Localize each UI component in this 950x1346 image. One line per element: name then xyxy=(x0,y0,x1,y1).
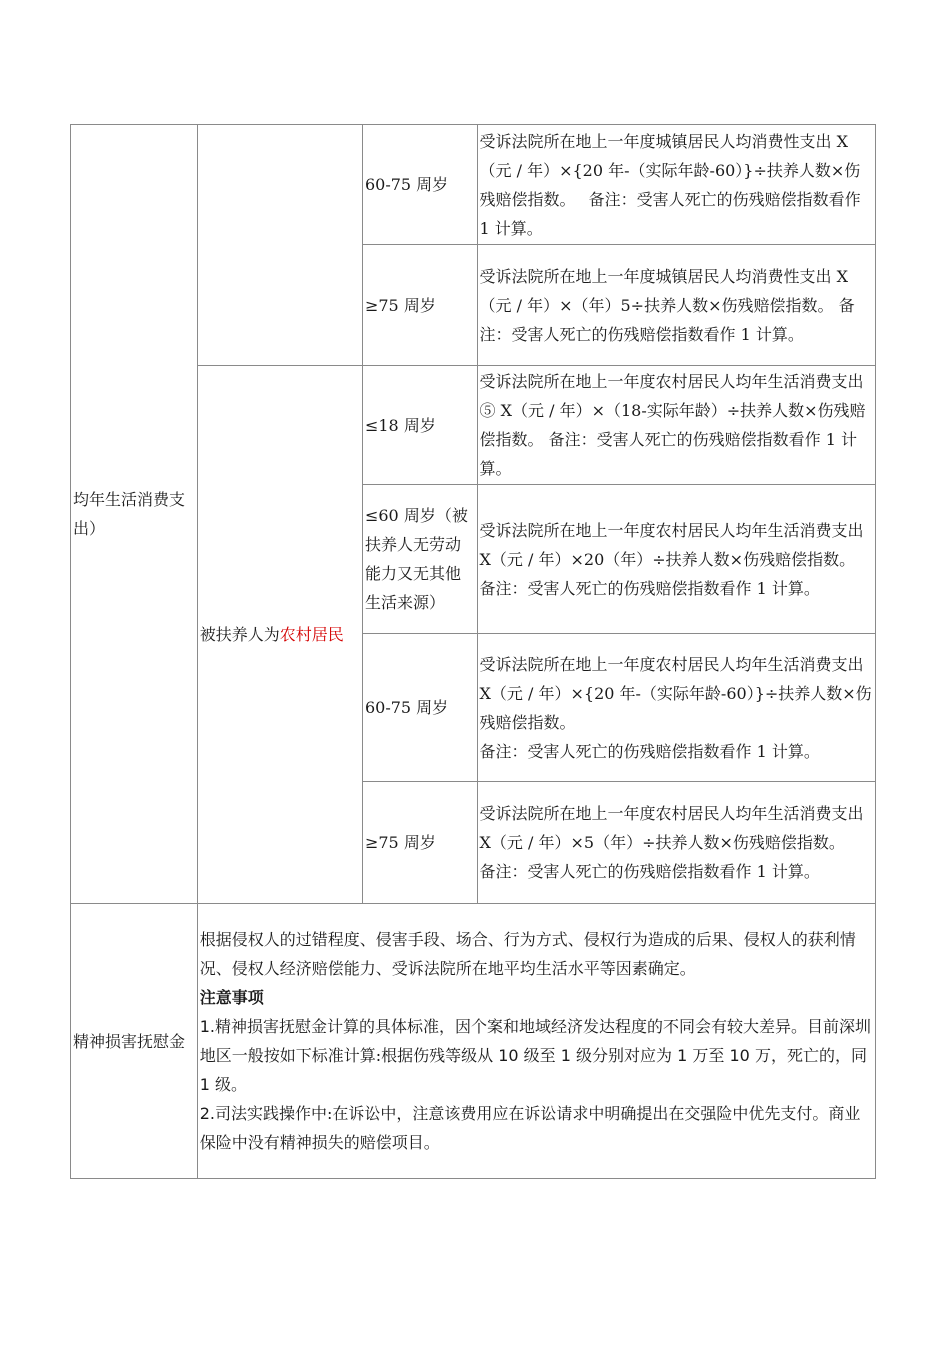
note-text: 万，死亡的，同 xyxy=(749,1046,867,1065)
note-number-inline: 1 xyxy=(560,1046,571,1065)
category-cell-spirit xyxy=(71,904,198,1179)
formula-note: 备注：受害人死亡的伤残赔偿指数看作 1 计算。 xyxy=(479,741,820,761)
formula-cell xyxy=(477,485,875,634)
age-range-cell xyxy=(362,485,477,634)
note-number-inline: 10 xyxy=(498,1046,519,1065)
note-text: 精神损害抚慰金计算的具体标准，因个案和地域经济发达程度的不同会有较大差异。目前深圳地区一般按如下标准计算:根据伤残等级从 xyxy=(199,1017,871,1065)
spirit-description-cell xyxy=(197,904,875,1179)
note-text: 万至 xyxy=(687,1046,730,1065)
formula-cell xyxy=(477,366,875,485)
category-label: 精神损害抚慰金 xyxy=(73,1031,186,1051)
formula-text: 受诉法院所在地上一年度农村居民人均年生活消费支出 X（元 / 年）×20（年）÷扶养人数×伤残赔偿指数。 备注：受害人死亡的伤残赔偿指数看作 1 计算。 xyxy=(479,520,869,598)
formula-text: 受诉法院所在地上一年度农村居民人均年生活消费支出⑤ X（元 / 年）×（18-实际年龄）÷扶养人数×伤残赔偿指数。 备注：受害人死亡的伤残赔偿指数看作 1 计算。 xyxy=(479,372,866,478)
dependent-type-highlight: 农村居民 xyxy=(279,625,344,644)
age-range-label: 60-75 周岁 xyxy=(364,175,449,194)
spirit-intro: 根据侵权人的过错程度、侵害手段、场合、行为方式、侵权行为造成的后果、侵权人的获利情况、侵权人经济赔偿能力、受诉法院所在地平均生活水平等因素确定。 xyxy=(199,930,856,978)
formula-text: 受诉法院所在地上一年度农村居民人均年生活消费支出 X（元 / 年）×{20 年-（实际年龄-60）}÷扶养人数×伤残赔偿指数。 xyxy=(479,654,872,732)
note-number: 1. xyxy=(199,1017,215,1036)
dependent-type-cell-urban xyxy=(197,125,362,366)
age-range-cell xyxy=(362,125,477,245)
note-2 xyxy=(200,1099,873,1157)
dependent-type-cell-rural xyxy=(197,366,362,904)
formula-text: 受诉法院所在地上一年度农村居民人均年生活消费支出 X（元 / 年）×5（年）÷扶养人数×伤残赔偿指数。 备注：受害人死亡的伤残赔偿指数看作 1 计算。 xyxy=(479,804,864,881)
formula-cell xyxy=(477,634,875,782)
note-text: 司法实践操作中:在诉讼中，注意该费用应在诉讼请求中明确提出在交强险中优先支付。商业保险中没有精神损失的赔偿项目。 xyxy=(199,1104,861,1152)
table-row xyxy=(71,125,876,245)
age-range-label: ≥75 周岁 xyxy=(364,295,436,315)
formula-cell xyxy=(477,245,875,366)
note-1 xyxy=(200,1012,873,1099)
formula-cell xyxy=(477,125,875,245)
notes-title: 注意事项 xyxy=(199,988,264,1007)
note-text: 级至 xyxy=(518,1046,561,1065)
formula-text: 受诉法院所在地上一年度城镇居民人均消费性支出 X（元 / 年）×{20 年-（实际年龄-60）}÷扶养人数×伤残赔偿指数。 备注：受害人死亡的伤残赔偿指数看作 1 计算。 xyxy=(479,131,861,238)
age-range-cell xyxy=(362,366,477,485)
note-text: 级分别对应为 xyxy=(570,1046,678,1065)
compensation-table xyxy=(70,124,876,1179)
category-label: 均年生活消费支出） xyxy=(73,490,186,538)
age-range-cell xyxy=(362,782,477,904)
formula-text: 受诉法院所在地上一年度城镇居民人均消费性支出 X（元 / 年）×（年）5÷扶养人数×伤残赔偿指数。 备注：受害人死亡的伤残赔偿指数看作 1 计算。 xyxy=(479,266,855,344)
age-range-cell xyxy=(362,245,477,366)
formula-cell xyxy=(477,782,875,904)
note-number: 2. xyxy=(199,1104,215,1123)
age-range-label: ≤60 周岁（被扶养人无劳动能力又无其他生活来源） xyxy=(364,506,468,612)
age-range-label: ≥75 周岁 xyxy=(364,833,436,852)
note-number-inline: 1 xyxy=(199,1075,210,1094)
table-row xyxy=(71,904,876,1179)
note-number-inline: 10 xyxy=(729,1046,750,1065)
dependent-type-label: 被扶养人为 xyxy=(199,625,280,644)
age-range-label: ≤18 周岁 xyxy=(364,415,436,435)
note-text: 级。 xyxy=(209,1075,247,1094)
category-cell-living-expense xyxy=(71,125,198,904)
age-range-cell xyxy=(362,634,477,782)
age-range-label: 60-75 周岁 xyxy=(364,698,449,717)
note-number-inline: 1 xyxy=(677,1046,688,1065)
